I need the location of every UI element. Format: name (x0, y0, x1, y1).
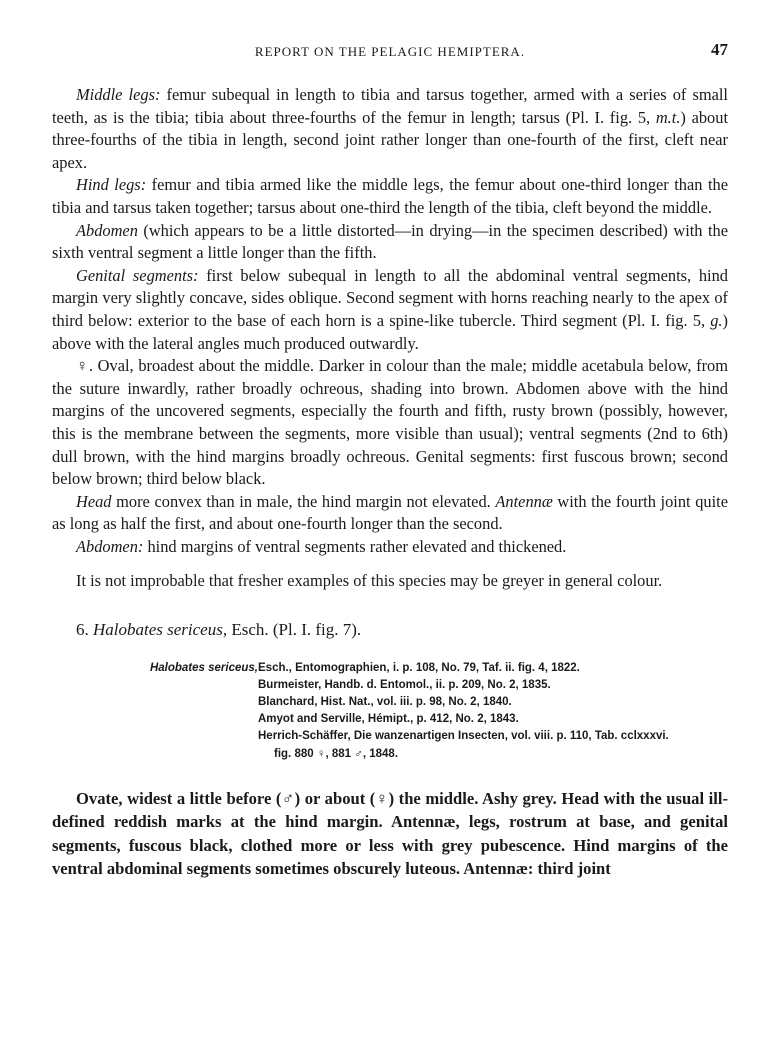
label-head: Head (76, 491, 112, 511)
text-middle-legs-1: femur subequal in length to tibia and tarsus together, armed with a series of small teeth, as is the tibia; tibia about three-fourths of the femur in length; tarsus (Pl. I. fig. 5, (52, 85, 728, 127)
reference-row (52, 694, 728, 711)
synonymy-references (52, 660, 728, 763)
text-abdomen: (which appears to be a little distorted—in drying—in the specimen described) with the sixth ventral segment a little longer than the fifth. (52, 220, 728, 263)
label-genital-segments: Genital segments: (76, 265, 199, 285)
paragraph-remark (52, 570, 728, 593)
paragraph-hind-legs (52, 174, 728, 219)
paragraph-abdomen (52, 220, 728, 265)
reference-row (52, 728, 728, 745)
text-female: ♀. Oval, broadest about the middle. Darker in colour than the male; middle acetabula below, from the suture inwardly, rather broadly ochreous, shading into brown. Abdomen above with the hind margins of the uncovered segments, especially the fourth and fifth, rusty brown (possibly, however, this is the membrane between the segments, more visible than usual); ventral segments (2nd to 6th) dull brown, with the hind margins broadly ochreous. Genital segments: first fuscous brown; second below brown; third below black. (52, 356, 728, 489)
label-abdomen-female: Abdomen: (76, 536, 144, 556)
text-remark: It is not improbable that fresher examples of this species may be greyer in general colour. (76, 571, 663, 591)
reference-text: Esch., Entomographien, i. p. 108, No. 79, Taf. ii. fig. 4, 1822. (258, 661, 580, 674)
reference-text: Blanchard, Hist. Nat., vol. iii. p. 98, No. 2, 1840. (258, 696, 512, 709)
reference-text: fig. 880 ♀, 881 ♂, 1848. (274, 747, 399, 760)
species-heading (76, 619, 728, 642)
text-abdomen-female: hind margins of ventral segments rather elevated and thickened. (143, 536, 567, 556)
reference-text: Burmeister, Handb. d. Entomol., ii. p. 209, No. 2, 1835. (258, 678, 551, 691)
paragraph-abdomen-female (52, 536, 728, 559)
page-body (52, 84, 728, 881)
label-abdomen: Abdomen (76, 220, 138, 240)
paragraph-genital-segments (52, 265, 728, 355)
reference-row (52, 746, 728, 763)
text-head-1: more convex than in male, the hind margin not elevated. (111, 491, 496, 511)
species-description (52, 787, 728, 881)
reference-row (52, 660, 728, 677)
paragraph-description (52, 787, 728, 881)
species-number: 6. (76, 620, 93, 640)
page-number: 47 (711, 40, 728, 59)
text-hind-legs: femur and tibia armed like the middle legs, the femur about one-third longer than the tibia and tarsus taken together; tarsus about one-third the length of the tibia, cleft beyond the middle. (52, 175, 728, 217)
text-middle-legs-2: ) about three-fourths of the tibia in length, second joint rather longer than one-fourth of the first, cleft near apex. (52, 107, 728, 172)
page-header (52, 40, 728, 68)
species-authority: , Esch. (Pl. I. fig. 7). (222, 620, 362, 640)
label-hind-legs: Hind legs: (76, 175, 147, 195)
species-name: Halobates sericeus (93, 620, 223, 640)
reference-text: Amyot and Serville, Hémipt., p. 412, No. 2, 1843. (258, 713, 519, 726)
text-genital-2: ) above with the lateral angles much produced outwardly. (52, 310, 728, 353)
reference-row (52, 711, 728, 728)
running-title: REPORT ON THE PELAGIC HEMIPTERA. (254, 44, 526, 59)
paragraph-middle-legs (52, 84, 728, 174)
paragraph-head (52, 491, 728, 536)
paragraph-female (52, 355, 728, 491)
figure-ref-g: g. (710, 310, 723, 330)
text-description: Ovate, widest a little before (♂) or about (♀) the middle. Ashy grey. Head with the usual ill-defined reddish marks at the hind margin. Antennæ, legs, rostrum at base, and genital segments, fuscous black, clothed more or less with grey pubescence. Hind margins of the ventral abdominal segments sometimes obscurely luteous. Antennæ: third joint (52, 788, 728, 879)
reference-lead: Halobates sericeus, (149, 661, 258, 674)
reference-text: Herrich-Schäffer, Die wanzenartigen Insecten, vol. viii. p. 110, Tab. cclxxxvi. (258, 730, 669, 743)
label-middle-legs: Middle legs: (76, 85, 161, 104)
text-head-2: with the fourth joint quite as long as half the first, and about one-fourth longer than the second. (52, 491, 728, 534)
label-antennae: Antennæ (495, 491, 553, 511)
figure-ref-mt: m.t. (655, 107, 681, 127)
text-genital-1: first below subequal in length to all the abdominal ventral segments, hind margin very slightly concave, sides oblique. Second segment with horns reaching nearly to the apex of third below: exterior to the base of each horn is a spine-like tubercle. Third segment (Pl. I. fig. 5, (52, 265, 729, 330)
reference-row (52, 677, 728, 694)
